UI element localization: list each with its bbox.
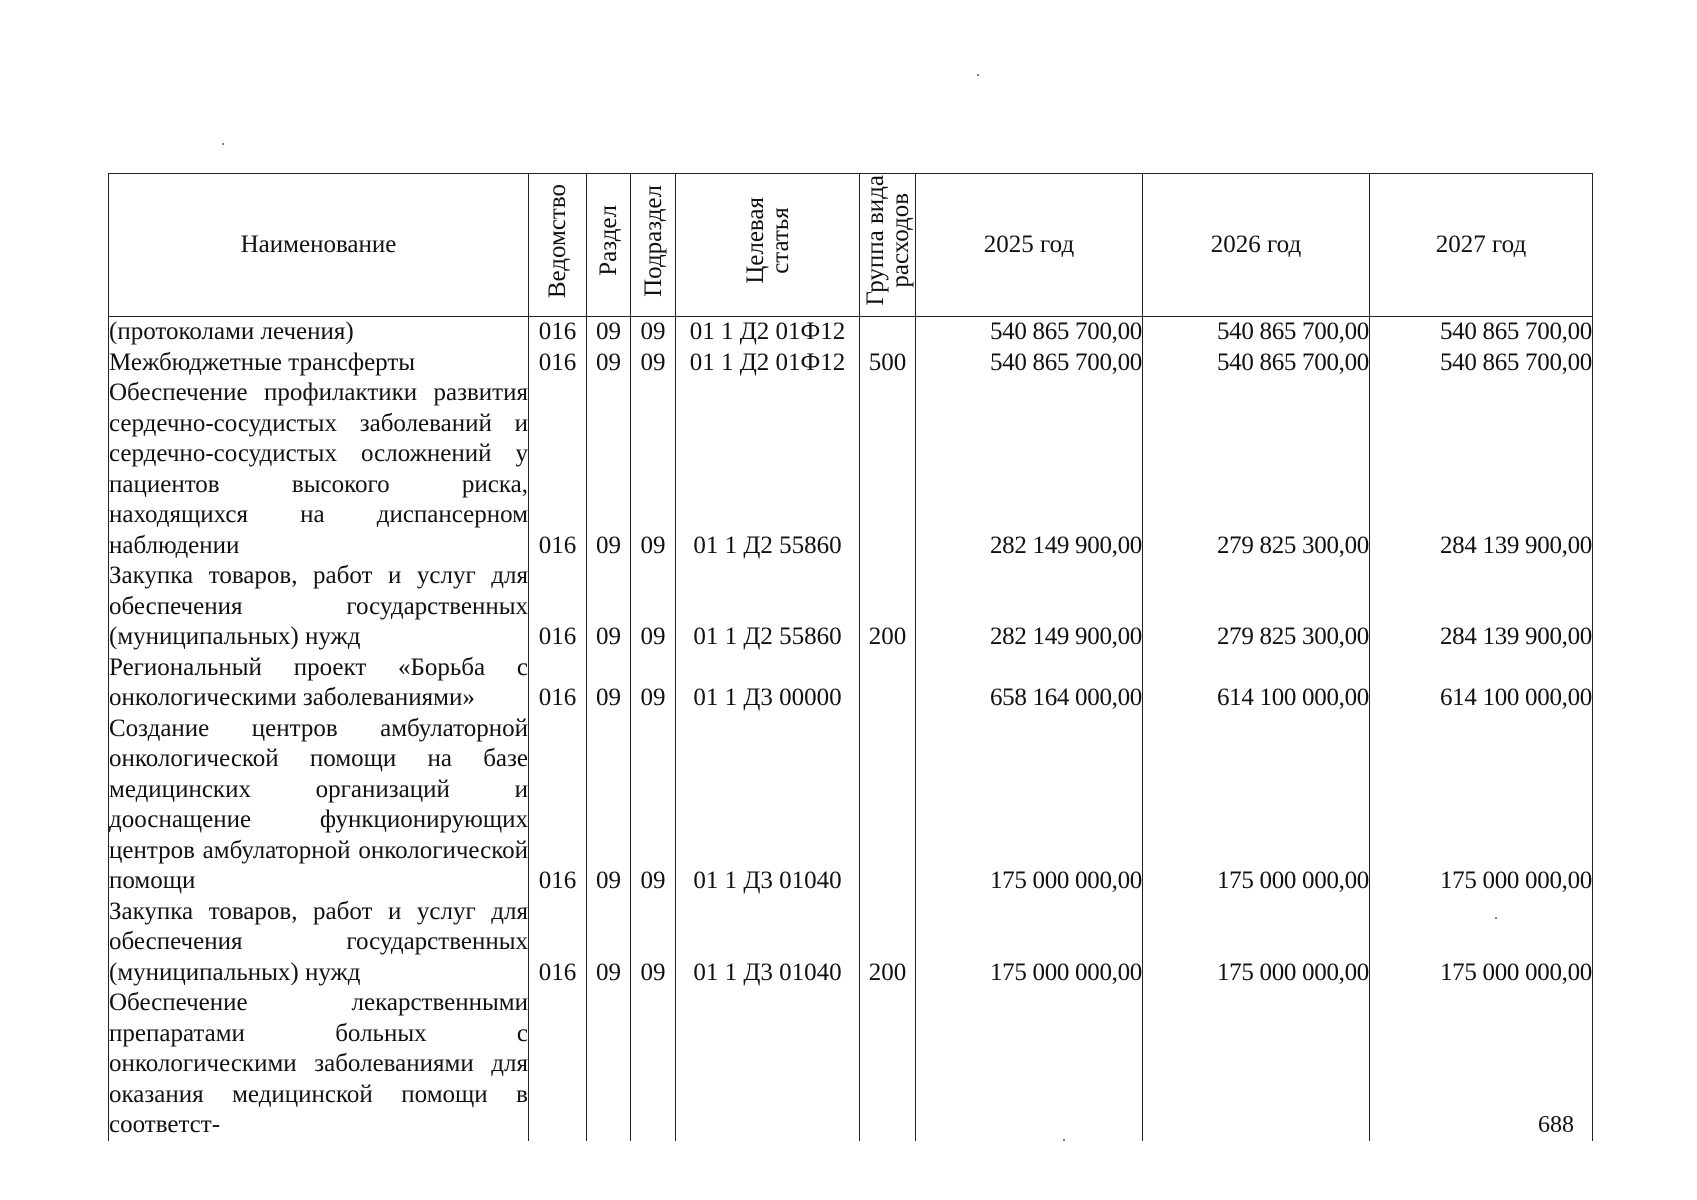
table-row (109, 378, 1593, 561)
table-row (109, 653, 1593, 714)
row-celevaya-statya: 01 1 Д2 55860 (676, 378, 860, 561)
header-podrazdel: Подраздел (631, 174, 676, 317)
row-vedomstvo: 016 (529, 561, 587, 653)
row-name: Обеспечение профилактики развития сердечно-сосудистых заболеваний и сердечно-сосудистых осложнений у пациентов высокого риска, находящихся на диспансерном наблюдении (109, 378, 529, 561)
row-razdel: 09 (587, 378, 631, 561)
row-celevaya-statya: 01 1 Д3 01040 (676, 714, 860, 897)
row-amount-2025 (916, 988, 1143, 1141)
row-vedomstvo: 016 (529, 348, 587, 379)
header-celevaya-statya: Целевая статья (676, 174, 860, 317)
row-vedomstvo (529, 988, 587, 1141)
row-amount-2027: 540 865 700,00 (1370, 317, 1593, 348)
row-razdel: 09 (587, 897, 631, 989)
table-row (109, 317, 1593, 348)
row-razdel: 09 (587, 653, 631, 714)
row-amount-2025: 540 865 700,00 (916, 317, 1143, 348)
row-amount-2026: 614 100 000,00 (1143, 653, 1370, 714)
row-celevaya-statya (676, 988, 860, 1141)
row-amount-2025: 282 149 900,00 (916, 378, 1143, 561)
row-amount-2026: 279 825 300,00 (1143, 378, 1370, 561)
scan-speck (977, 74, 979, 76)
row-name: Создание центров амбулаторной онкологической помощи на базе медицинских организаций и дооснащение функционирующих центров амбулаторной онкологической помощи (109, 714, 529, 897)
row-gruppa (860, 653, 916, 714)
row-gruppa: 500 (860, 348, 916, 379)
row-razdel: 09 (587, 348, 631, 379)
row-razdel (587, 988, 631, 1141)
row-gruppa (860, 988, 916, 1141)
header-gruppa-vida-rashodov: Группа вида расходов (860, 174, 916, 317)
row-amount-2027: 540 865 700,00 (1370, 348, 1593, 379)
row-celevaya-statya: 01 1 Д2 01Ф12 (676, 317, 860, 348)
row-vedomstvo: 016 (529, 897, 587, 989)
row-amount-2025: 282 149 900,00 (916, 561, 1143, 653)
row-celevaya-statya: 01 1 Д2 55860 (676, 561, 860, 653)
table-row (109, 988, 1593, 1141)
row-amount-2027: 175 000 000,00 (1370, 714, 1593, 897)
row-amount-2026: 540 865 700,00 (1143, 348, 1370, 379)
row-amount-2025: 175 000 000,00 (916, 714, 1143, 897)
row-name: (протоколами лечения) (109, 317, 529, 348)
row-gruppa (860, 378, 916, 561)
row-vedomstvo: 016 (529, 317, 587, 348)
row-amount-2026: 279 825 300,00 (1143, 561, 1370, 653)
row-amount-2026: 175 000 000,00 (1143, 897, 1370, 989)
row-gruppa: 200 (860, 897, 916, 989)
row-amount-2025: 540 865 700,00 (916, 348, 1143, 379)
table-header-row (109, 174, 1593, 317)
row-name: Закупка товаров, работ и услуг для обеспечения государственных (муниципальных) нужд (109, 561, 529, 653)
budget-table (108, 173, 1593, 1141)
scan-speck (222, 143, 224, 145)
row-name: Региональный проект «Борьба с онкологическими заболеваниями» (109, 653, 529, 714)
row-name: Закупка товаров, работ и услуг для обеспечения государственных (муниципальных) нужд (109, 897, 529, 989)
row-razdel: 09 (587, 317, 631, 348)
row-gruppa (860, 317, 916, 348)
header-vedomstvo: Ведомство (529, 174, 587, 317)
row-gruppa: 200 (860, 561, 916, 653)
header-2026: 2026 год (1143, 174, 1370, 317)
header-name: Наименование (109, 174, 529, 317)
row-amount-2027: 284 139 900,00 (1370, 378, 1593, 561)
row-podrazdel: 09 (631, 317, 676, 348)
row-podrazdel: 09 (631, 714, 676, 897)
table-row (109, 348, 1593, 379)
row-name: Обеспечение лекарственными препаратами больных с онкологическими заболеваниями для оказания медицинской помощи в соответст- (109, 988, 529, 1141)
header-2025: 2025 год (916, 174, 1143, 317)
row-amount-2027: 284 139 900,00 (1370, 561, 1593, 653)
row-vedomstvo: 016 (529, 714, 587, 897)
row-amount-2027: 614 100 000,00 (1370, 653, 1593, 714)
row-podrazdel: 09 (631, 653, 676, 714)
row-celevaya-statya: 01 1 Д3 01040 (676, 897, 860, 989)
table-row (109, 561, 1593, 653)
row-gruppa (860, 714, 916, 897)
row-vedomstvo: 016 (529, 653, 587, 714)
row-amount-2026: 540 865 700,00 (1143, 317, 1370, 348)
table-row (109, 714, 1593, 897)
row-amount-2026 (1143, 988, 1370, 1141)
row-razdel: 09 (587, 714, 631, 897)
row-podrazdel: 09 (631, 348, 676, 379)
row-amount-2025: 658 164 000,00 (916, 653, 1143, 714)
row-podrazdel: 09 (631, 897, 676, 989)
row-vedomstvo: 016 (529, 378, 587, 561)
table-row (109, 897, 1593, 989)
row-razdel: 09 (587, 561, 631, 653)
header-razdel: Раздел (587, 174, 631, 317)
row-amount-2025: 175 000 000,00 (916, 897, 1143, 989)
row-amount-2027: 175 000 000,00 (1370, 897, 1593, 989)
row-amount-2026: 175 000 000,00 (1143, 714, 1370, 897)
row-podrazdel: 09 (631, 378, 676, 561)
row-celevaya-statya: 01 1 Д3 00000 (676, 653, 860, 714)
row-podrazdel: 09 (631, 561, 676, 653)
header-2027: 2027 год (1370, 174, 1593, 317)
row-name: Межбюджетные трансферты (109, 348, 529, 379)
row-podrazdel (631, 988, 676, 1141)
row-celevaya-statya: 01 1 Д2 01Ф12 (676, 348, 860, 379)
page-number: 688 (1538, 1112, 1574, 1138)
